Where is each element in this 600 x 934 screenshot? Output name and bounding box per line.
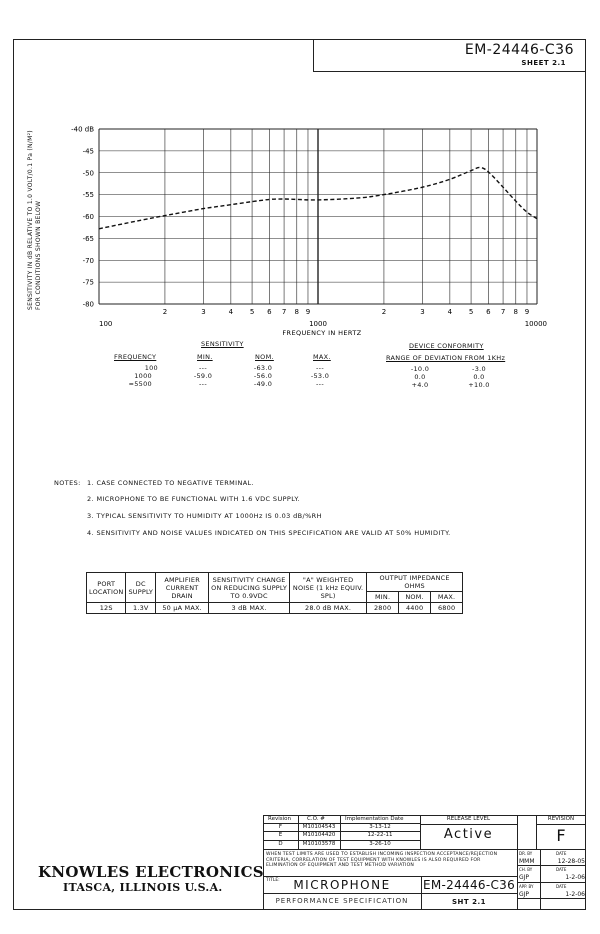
x-minor-label-7: 9 (305, 308, 311, 316)
rev-header-co: C.O. # (307, 816, 325, 822)
th-port: PORT LOCATION (87, 573, 126, 603)
x-minor-label-14: 8 (513, 308, 519, 316)
td-sens-change: 3 dB MAX. (209, 603, 290, 614)
sens-nom-1: -56.0 (253, 372, 273, 380)
x-minor-label-1: 3 (201, 308, 206, 316)
sensitivity-heading: SENSITIVITY (201, 340, 244, 348)
sens-freq-2: ≈5500 (128, 380, 152, 388)
conf-b-1: 0.0 (473, 373, 485, 381)
x-minor-label-0: 2 (162, 308, 168, 316)
company-name: KNOWLES ELECTRONICS (38, 863, 264, 881)
conf-b-0: -3.0 (472, 365, 486, 373)
header-sheet-number: SHEET 2.1 (521, 59, 566, 67)
x-major-label-1: 1000 (309, 320, 327, 328)
dr-date-value: 12-28-05 (557, 858, 585, 865)
sens-freq-0: 100 (144, 364, 158, 372)
sens-min-1: -59.0 (193, 372, 213, 380)
th-amp: AMPLIFIER CURRENT DRAIN (156, 573, 209, 603)
conf-b-2: +10.0 (468, 381, 490, 389)
test-limits-note-line3: ELIMINATION OF EQUIPMENT AND TEST METHOD VARIATION (266, 863, 415, 868)
col-min: MIN. (197, 353, 213, 361)
note-1: 1. CASE CONNECTED TO NEGATIVE TERMINAL. (87, 479, 255, 487)
title-label: TITLE: (266, 878, 280, 883)
x-minor-label-11: 5 (468, 308, 474, 316)
x-minor-label-6: 8 (294, 308, 300, 316)
ch-date-value: 1-2-06 (565, 874, 585, 881)
x-minor-label-8: 2 (381, 308, 387, 316)
x-major-label-2: 10000 (524, 320, 547, 328)
rev-row-2-date: 3-26-10 (369, 841, 391, 847)
conformity-heading: DEVICE CONFORMITY (409, 342, 484, 350)
test-limits-note (266, 852, 497, 869)
y-tick-label-1: -45 (82, 147, 94, 156)
ch-date-label: DATE (556, 867, 567, 872)
revision-label: REVISION (547, 816, 575, 822)
title-sheet-number: SHT 2.1 (451, 898, 486, 906)
y-tick-label-3: -55 (82, 191, 94, 200)
app-date-label: DATE (556, 884, 567, 889)
y-axis-label-line2: FOR CONDITIONS SHOWN BELOW (35, 200, 42, 310)
conf-a-2: +4.0 (411, 381, 429, 389)
chart-grid (99, 129, 537, 304)
sens-max-0: --- (316, 364, 324, 372)
chart-y-tick-labels (71, 126, 94, 309)
chart-x-tick-labels (99, 308, 547, 328)
test-limits-note-line1: WHEN TEST LIMITS ARE USED TO ESTABLISH INCOMING INSPECTION ACCEPTANCE/REJECTION (266, 852, 498, 857)
release-level-value: Active (443, 827, 494, 842)
rev-row-1-co: M10104420 (302, 832, 336, 838)
sens-max-2: --- (316, 380, 324, 388)
header-document-number: EM-24446-C36 (464, 42, 574, 58)
y-tick-label-0: -40 dB (71, 125, 94, 134)
y-tick-label-7: -75 (82, 278, 94, 287)
rev-row-0-co: M10104543 (302, 824, 336, 830)
sensitivity-chart (0, 0, 600, 340)
x-minor-label-3: 5 (249, 308, 255, 316)
td-imp-min: 2800 (367, 603, 399, 614)
td-amp: 50 µA MAX. (156, 603, 209, 614)
app-by-label: APP. BY (519, 884, 534, 889)
conformity-subheading: RANGE OF DEVIATION FROM 1KHz (386, 354, 506, 362)
app-date-value: 1-2-06 (565, 891, 585, 898)
sens-freq-1: 1000 (134, 372, 152, 380)
th-sens-change: SENSITIVITY CHANGE ON REDUCING SUPPLY TO 0.9VDC (209, 573, 290, 603)
x-minor-label-15: 9 (524, 308, 530, 316)
x-minor-label-13: 7 (500, 308, 506, 316)
sens-max-1: -53.0 (310, 372, 330, 380)
ch-by-label: CH. BY (519, 867, 533, 872)
th-imp-min: MIN. (367, 592, 399, 603)
th-dc: DC SUPPLY (126, 573, 156, 603)
col-frequency: FREQUENCY (114, 353, 157, 361)
spec-table (86, 572, 463, 614)
title-value: MICROPHONE (293, 878, 391, 892)
x-major-label-0: 100 (99, 320, 113, 328)
col-nom: NOM. (255, 353, 274, 361)
y-tick-label-6: -70 (82, 256, 94, 265)
ch-by-value: GJP (519, 874, 530, 881)
x-minor-label-4: 6 (267, 308, 272, 316)
x-minor-label-10: 4 (447, 308, 453, 316)
rev-row-0-date: 3-13-12 (369, 824, 391, 830)
col-max: MAX. (313, 353, 331, 361)
td-dc: 1.3V (126, 603, 156, 614)
td-noise: 28.0 dB MAX. (290, 603, 367, 614)
td-port: 12S (87, 603, 126, 614)
rev-row-0-rev: F (278, 824, 283, 830)
dr-by-label: DR. BY (519, 851, 533, 856)
subtitle-value: PERFORMANCE SPECIFICATION (275, 897, 409, 905)
sens-min-0: --- (199, 364, 207, 372)
th-imp-nom: NOM. (399, 592, 431, 603)
note-3: 3. TYPICAL SENSITIVITY TO HUMIDITY AT 1000Hz IS 0.03 dB/%RH (87, 512, 322, 520)
th-impedance: OUTPUT IMPEDANCE OHMS (367, 573, 463, 592)
rev-row-1-date: 12-22-11 (367, 832, 393, 838)
y-tick-label-8: -80 (82, 300, 94, 309)
y-axis-label-line1: SENSITIVITY IN dB RELATIVE TO 1.0 VOLT/0.1 Pa (N/M²) (27, 130, 34, 310)
rev-header-date: Implementation Date (345, 816, 404, 822)
td-imp-nom: 4400 (399, 603, 431, 614)
th-noise: "A" WEIGHTED NOISE (1 kHz EQUIV. SPL) (290, 573, 367, 603)
th-imp-max: MAX. (431, 592, 463, 603)
y-tick-label-5: -65 (82, 234, 94, 243)
sens-min-2: --- (199, 380, 207, 388)
conf-a-1: 0.0 (414, 373, 426, 381)
rev-row-2-rev: D (278, 841, 283, 847)
x-minor-label-9: 3 (420, 308, 425, 316)
title-doc-number: EM-24446-C36 (422, 878, 516, 892)
release-level-label: RELEASE LEVEL (446, 816, 491, 822)
dr-date-label: DATE (556, 851, 567, 856)
x-minor-label-2: 4 (228, 308, 234, 316)
sens-nom-2: -49.0 (253, 380, 273, 388)
sens-nom-0: -63.0 (253, 364, 273, 372)
td-imp-max: 6800 (431, 603, 463, 614)
test-limits-note-line2: CRITERIA, CORRELATION OF TEST EQUIPMENT WITH KNOWLES IS ALSO REQUIRED FOR (266, 857, 481, 863)
dr-by-value: MMM (519, 858, 535, 865)
note-4: 4. SENSITIVITY AND NOISE VALUES INDICATED ON THIS SPECIFICATION ARE VALID AT 50% HUMIDITY. (87, 529, 451, 537)
x-axis-label: FREQUENCY IN HERTZ (282, 329, 362, 337)
revision-value: F (556, 826, 566, 845)
y-tick-label-4: -60 (82, 213, 94, 221)
y-tick-label-2: -50 (82, 169, 94, 178)
x-minor-label-12: 6 (486, 308, 491, 316)
rev-row-2-co: M10103578 (302, 841, 336, 847)
company-city: ITASCA, ILLINOIS U.S.A. (63, 881, 223, 894)
notes-label: NOTES: (54, 479, 81, 487)
rev-header-rev: Revision (268, 816, 291, 822)
app-by-value: GJP (519, 891, 530, 898)
x-minor-label-5: 7 (281, 308, 287, 316)
note-2: 2. MICROPHONE TO BE FUNCTIONAL WITH 1.6 VDC SUPPLY. (87, 495, 300, 503)
conf-a-0: -10.0 (410, 365, 430, 373)
rev-row-1-rev: E (278, 832, 283, 838)
